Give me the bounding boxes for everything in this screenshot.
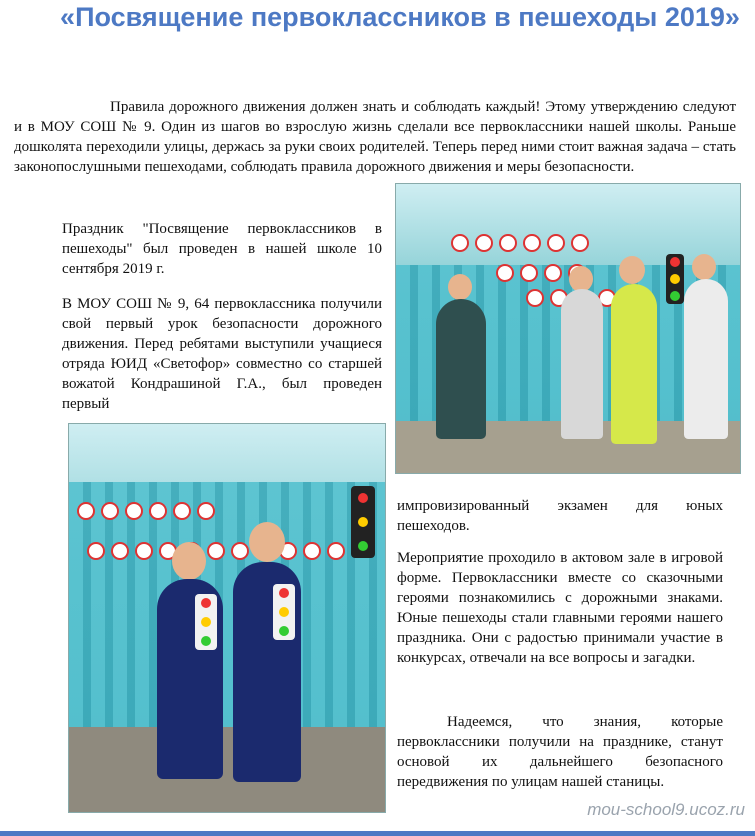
event-paragraph: Мероприятие проходило в актовом зале в игровой форме. Первоклассники вместе со сказочными героями познакомились с дорожными знаками. Юные пешеходы стали главными героями нашего праздника. Они с радостью принимали участие в конкурсах, отвечали на все вопросы и загадки.	[397, 550, 723, 666]
child-figure	[561, 289, 603, 439]
hope-paragraph: Надеемся, что знания, которые первоклассники получили на празднике, станут основой их дальнейшего безопасного передвижения по улицам нашей станицы.	[397, 714, 723, 790]
adult-figure	[684, 279, 728, 439]
site-watermark: mou-school9.ucoz.ru	[587, 800, 745, 819]
event-photo-stage	[395, 183, 741, 474]
traffic-light-icon	[666, 254, 684, 304]
traffic-light-vest-icon	[273, 584, 295, 640]
traffic-light-icon	[351, 486, 375, 558]
intro-paragraph: Правила дорожного движения должен знать и соблюдать каждый! Этому утверждению следуют и в МОУ СОШ № 9. Один из шагов во взрослую жизнь сделали все первоклассники нашей школы. Раньше дошколята переходили улицы, держась за руки своих родителей. Теперь перед ними стоит важная задача – стать законопослушными пешеходами, соблюдать правила дорожного движения и меры безопасности.	[14, 99, 736, 175]
road-sign-garland	[87, 542, 345, 560]
child-figure	[436, 299, 486, 439]
child-figure	[611, 284, 657, 444]
road-sign-garland	[77, 502, 215, 520]
stage-floor	[69, 727, 385, 812]
lesson-paragraph: В МОУ СОШ № 9, 64 первоклассника получили свой первый урок безопасности дорожного движения. Перед ребятами выступили учащиеся отряда ЮИД «Светофор» совместно со старшей вожатой Кондрашиной Г.А., был проведен первый	[62, 296, 382, 412]
holiday-paragraph: Праздник "Посвящение первоклассников в пешеходы" был проведен в нашей школе 10 сентября 2019 г.	[62, 221, 382, 277]
road-sign-garland	[451, 234, 589, 252]
traffic-light-vest-icon	[195, 594, 217, 650]
event-photo-first-graders	[68, 423, 386, 813]
bottom-accent-bar	[0, 831, 755, 836]
page-title: «Посвящение первоклассников в пешеходы 2019»	[60, 2, 740, 32]
lesson-continuation: импровизированный экзамен для юных пешеходов.	[397, 498, 723, 534]
